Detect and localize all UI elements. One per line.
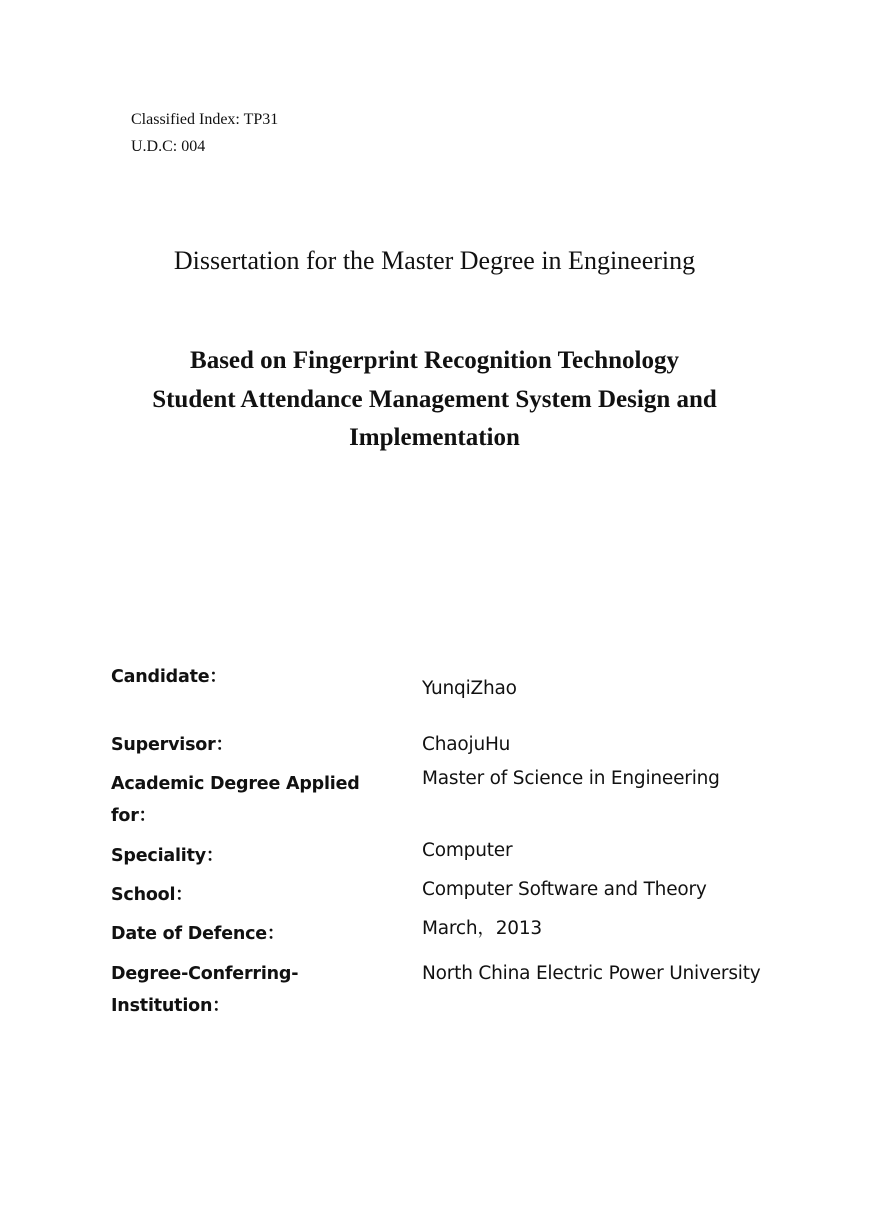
supervisor-label: Supervisor： — [111, 735, 233, 755]
school-value: Computer Software and Theory — [422, 879, 707, 900]
title-line-1: Based on Fingerprint Recognition Technology — [190, 347, 679, 374]
school-label: School： — [111, 885, 193, 905]
candidate-label: Candidate： — [111, 667, 227, 687]
candidate-value: YunqiZhao — [422, 678, 517, 699]
institution-label: Degree-Conferring-Institution： — [111, 964, 299, 1016]
degree-type-heading: Dissertation for the Master Degree in Engineering — [173, 246, 696, 275]
classification-block — [131, 106, 278, 160]
speciality-label: Speciality： — [111, 846, 224, 866]
institution-value: North China Electric Power University — [422, 963, 761, 984]
title-line-2: Student Attendance Management System Design and — [152, 385, 717, 413]
supervisor-value: ChaojuHu — [422, 734, 511, 755]
title-line-3: Implementation — [349, 424, 520, 451]
defence-date-label: Date of Defence： — [111, 924, 285, 944]
degree-label: Academic Degree Applied for： — [111, 774, 360, 826]
degree-value: Master of Science in Engineering — [422, 768, 720, 789]
classified-index: Classified Index: TP31 — [131, 111, 279, 128]
defence-date-value: March，2013 — [422, 918, 542, 939]
udc-code: U.D.C: 004 — [131, 138, 206, 155]
speciality-value: Computer — [422, 840, 513, 861]
thesis-title — [0, 342, 869, 458]
